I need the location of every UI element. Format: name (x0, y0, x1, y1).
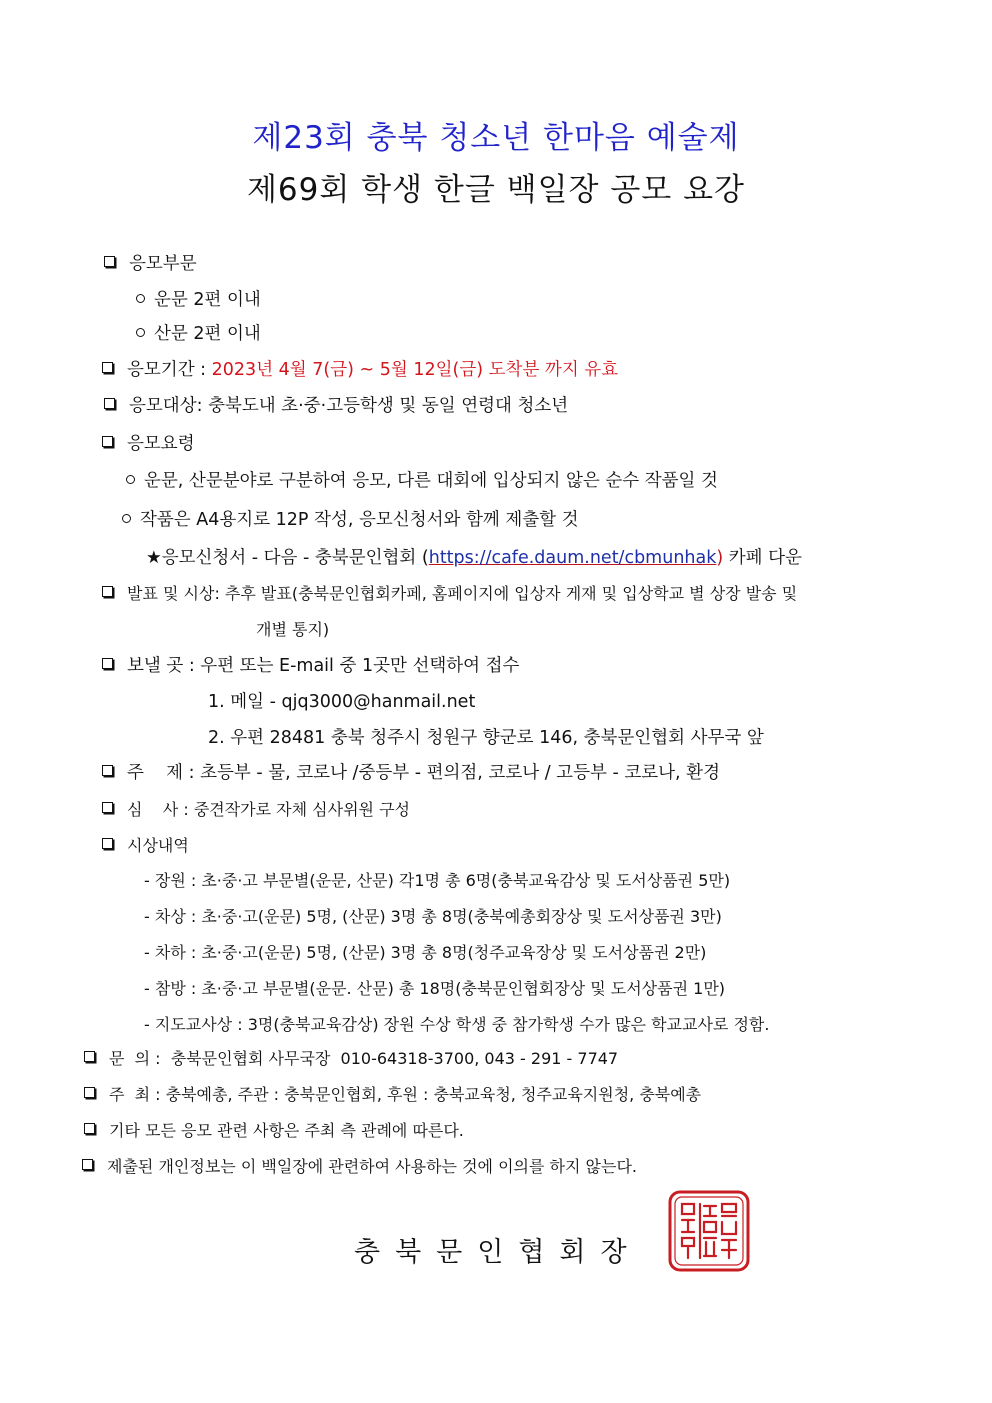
announce-line: 발표 및 시상: 추후 발표(충북문인협회카페, 홈페이지에 입상자 게재 및 입상학교 별 상장 발송 및 (102, 582, 797, 606)
judge-line: 심 사 : 중견작가로 자체 심사위원 구성 (102, 798, 410, 822)
circle-bullet-icon (126, 475, 135, 484)
send-item-post: 2. 우편 28481 충북 청주시 청원구 향군로 146, 충북문인협회 사무국 앞 (208, 728, 764, 748)
inquiry-line: 문 의 : 충북문인협회 사무국장 010-64318-3700, 043 - 291 - 7747 (84, 1047, 618, 1071)
theme-line: 주 제 : 초등부 - 물, 코로나 /중등부 - 편의점, 코로나 / 고등부 - 코로나, 환경 (102, 761, 720, 785)
etc-line: 기타 모든 응모 관련 사항은 주최 측 관례에 따른다. (84, 1119, 464, 1143)
signature-text: 충북문인협회장 (354, 1237, 642, 1268)
checkbox-bullet-icon (102, 802, 113, 813)
awards-item: - 참방 : 초·중·고 부문별(운문. 산문) 총 18명(충북문인협회장상 및 도서상품권 1만) (144, 979, 726, 998)
main-title: 제23회 충북 청소년 한마음 예술제 (252, 120, 740, 156)
awards-heading: 시상내역 (102, 834, 189, 858)
awards-item: - 차하 : 초·중·고(운문) 5명, (산문) 3명 총 8명(청주교육장상 및 도서상품권 2만) (144, 943, 707, 962)
checkbox-bullet-icon (84, 1087, 95, 1098)
category-item: 산문 2편 이내 (136, 322, 261, 346)
period-value: 2023년 4월 7(금) ~ 5월 12일(금) 도착분 까지 유효 (211, 360, 619, 380)
send-item-email: 1. 메일 - qjq3000@hanmail.net (208, 692, 476, 712)
checkbox-bullet-icon (102, 658, 113, 669)
category-item: 운문 2편 이내 (136, 288, 261, 312)
checkbox-bullet-icon (102, 436, 113, 447)
category-heading: 응모부문 (104, 252, 197, 276)
sub-title: 제69회 학생 한글 백일장 공모 요강 (246, 172, 745, 208)
checkbox-bullet-icon (102, 838, 113, 849)
checkbox-bullet-icon (104, 256, 115, 267)
checkbox-bullet-icon (102, 586, 113, 597)
send-heading: 보낼 곳 : 우편 또는 E-mail 중 1곳만 선택하여 접수 (102, 654, 519, 678)
guide-heading: 응모요령 (102, 432, 195, 456)
checkbox-bullet-icon (104, 398, 115, 409)
awards-item: - 장원 : 초·중·고 부문별(운문, 산문) 각1명 총 6명(충북교육감상 및 도서상품권 5만) (144, 871, 731, 890)
period-line: 응모기간 : 2023년 4월 7(금) ~ 5월 12일(금) 도착분 까지 유효 (102, 358, 618, 382)
target-line: 응모대상: 충북도내 초·중·고등학생 및 동일 연령대 청소년 (104, 394, 568, 418)
cafe-link[interactable]: https://cafe.daum.net/cbmunhak (428, 548, 717, 568)
circle-bullet-icon (136, 328, 145, 337)
announce-line-cont: 개별 통지) (256, 620, 330, 639)
checkbox-bullet-icon (84, 1051, 95, 1062)
circle-bullet-icon (136, 294, 145, 303)
official-seal-icon (668, 1190, 750, 1272)
guide-item: 작품은 A4용지로 12P 작성, 응모신청서와 함께 제출할 것 (122, 508, 579, 532)
awards-item: - 지도교사상 : 3명(충북교육감상) 장원 수상 학생 중 참가학생 수가 많은 학교교사로 정함. (144, 1015, 770, 1034)
form-download-line: ★응모신청서 - 다음 - 충북문인협회 (https://cafe.daum.net/cbmunhak) 카페 다운 (146, 548, 802, 568)
checkbox-bullet-icon (102, 765, 113, 776)
privacy-line: 제출된 개인정보는 이 백일장에 관련하여 사용하는 것에 이의를 하지 않는다. (82, 1155, 637, 1179)
circle-bullet-icon (122, 514, 131, 523)
checkbox-bullet-icon (82, 1159, 93, 1170)
checkbox-bullet-icon (102, 362, 113, 373)
checkbox-bullet-icon (84, 1123, 95, 1134)
host-line: 주 최 : 충북예총, 주관 : 충북문인협회, 후원 : 충북교육청, 청주교육지원청, 충북예총 (84, 1083, 701, 1107)
awards-item: - 차상 : 초·중·고(운문) 5명, (산문) 3명 총 8명(충북예총회장상 및 도서상품권 3만) (144, 907, 722, 926)
guide-item: 운문, 산문분야로 구분하여 응모, 다른 대회에 입상되지 않은 순수 작품일 것 (126, 469, 718, 493)
